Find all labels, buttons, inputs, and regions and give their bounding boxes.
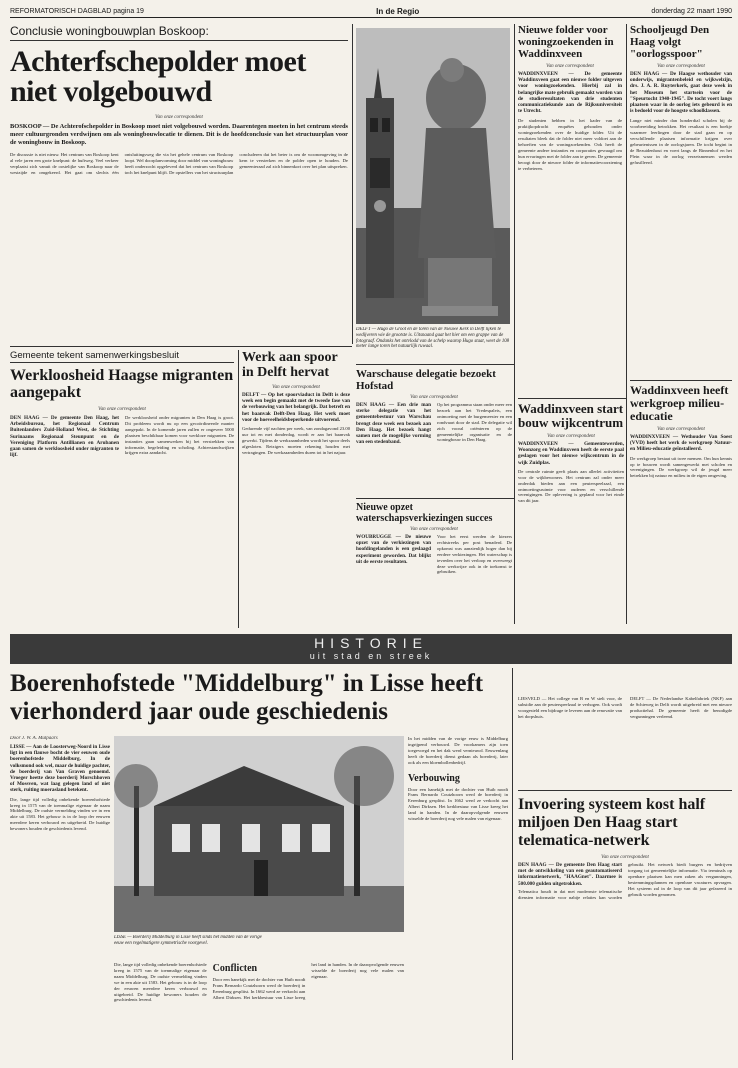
wijkcentrum-body: De centrale ruimte geeft plaats aan allerlei activiteiten voor de wijkbewoners. Het centrum zal onder meer onderdak bieden aan een peuterspeelzaal, een ontmoetingsruimte voor ouderen en verschillende verenigingen. De oplevering is gepland voor het einde van dit jaar. bbox=[518, 468, 624, 504]
historie-headline: Boerenhofstede "Middelburg" in Lisse heeft vierhonderd jaar oude geschiedenis bbox=[10, 670, 484, 725]
werkloosheid-correspondent: Van onze correspondent bbox=[98, 407, 146, 412]
column-divider bbox=[626, 24, 627, 624]
wijkcentrum-headline: Waddinxveen start bouw wijkcentrum bbox=[518, 402, 624, 430]
historie-body3: In het midden van de vorige eeuw is Middelburg ingrijpend verbouwd. De voorkamers zijn toen toegevoegd en het dak werd vernieuwd. Eeuwenlang heeft de boerderij dienst gedaan als boerderij, later ook als een bloembollenbedrijf. bbox=[408, 736, 508, 765]
historie-bottom-columns bbox=[114, 962, 404, 1060]
werkloosheid-body: De werkloosheid onder migranten in Den Haag is groot. Dit probleem wordt nu op een gecoördineerde manier aangepakt. In de komende jaren zullen er ongeveer 5000 plaatsen beschikbaar komen voor werkloze migranten. De instanties gaan samenwerken bij het verstrekken van informatie, begeleiding en scholing. Achterstandswijken krijgen extra aandacht. bbox=[125, 415, 234, 456]
article-warschause bbox=[356, 368, 512, 496]
warschause-lead: DEN HAAG — Een drie man sterke delegatie van het gemeentebestuur van Warschau brengt deze week een bezoek aan Den Haag. Het bezoek hangt samen met de mogelijke vorming van een stedenband. bbox=[356, 402, 431, 446]
warschause-headline: Warschause delegatie bezoekt Hofstad bbox=[356, 368, 496, 392]
article-werk-spoor bbox=[242, 350, 350, 628]
telematica-body: Telematica houdt in dat met modernste telematische diensten informatie voor nabije relaties kan worden gebruikt. Het netwerk biedt burgers en bedrijven toegang tot gemeentelijke informatie. Via terminals op openbare plaatsen kan men zaken als vergunningen, bestemmingsplannen en openbare vacatures opvragen. Het systeem zal in de loop van dit jaar gefaseerd in gebruik worden genomen. bbox=[518, 862, 732, 900]
boskoop-lead: BOSKOOP — De Achterofschepolder in Boskoop moet niet volgebouwd worden. Daarentegen moeten in het centrum steeds meer cultuurgronden verdwijnen om als woningbouwlocatie te dienen. Dit is de hoofdconclusie van het structuurplan voor de woningbouw in Boskoop. bbox=[10, 123, 348, 146]
section-divider bbox=[630, 380, 732, 381]
column-divider bbox=[238, 350, 239, 628]
historie-bottom bbox=[114, 962, 404, 1060]
warschause-correspondent: Van onze correspondent bbox=[410, 395, 458, 400]
delft-photo-caption: DELFT — Hugo de Groot en de toren van de Nieuwe Kerk in Delft lijken te wedijveren wie de grootste is. Uitsnaand gaat het hier om een grappe van de fotograaf. Ondanks het ontvlodd van de schelp waarop Hugo staat, weet de 108 meter lange toren het natuurlijk ruwaal. bbox=[356, 327, 510, 350]
schooljeugd-headline: Schooljeugd Den Haag volgt "oorlogsspoor" bbox=[630, 24, 710, 60]
historie-bottom-text2: Door een hanekijk met de dochter van Huib noodt Frans Bernardo Coutzhoorn werd de boerderij in Eerenburg gesplitst. In 1662 werd ze verkocht aan Albert Dirksen. Het kerkbestuur van Lisse kreeg het land in handen. In de daaropvolgende eeuwen wisselde de boerderij nog vele malen van eigenaar. bbox=[212, 962, 404, 1000]
historie-byline: Door J. W. A. Mulpaars bbox=[10, 736, 58, 741]
milieu-correspondent: Van onze correspondent bbox=[657, 427, 705, 432]
historie-subtitle: uit stad en streek bbox=[309, 651, 433, 661]
milieu-body: De werkgroep bestaat uit twee mensen. Om hun kennis op te bouwen wordt samengewerkt met scholen en verenigingen. De werkgroep wil de jeugd meer betrekken bij natuur en milieu in de eigen omgeving. bbox=[630, 455, 732, 479]
farmhouse-caption: LISSE — Boerderij Middelburg in Lisse heeft sinds het midden van de vorige eeuw een regelmatigere symmetrische voorgevel. bbox=[114, 935, 262, 946]
farmhouse-photo bbox=[114, 736, 404, 932]
werk-spoor-correspondent: Van onze correspondent bbox=[272, 385, 320, 390]
werk-spoor-body: Gedurende vijf nachten per week, van zondagavond 23.00 uur tot en met donderdag, wordt er aan het baanvak gewerkt. Tijdens de werkzaamheden wordt het spoor deels afgesloten. Reizigers moeten rekening houden met vertragingen. De werkzaamheden duren tot in het najaar. bbox=[242, 426, 350, 455]
historie-banner bbox=[10, 634, 732, 664]
newspaper-page bbox=[10, 6, 732, 1064]
werkloosheid-kicker: Gemeente tekent samenwerkingsbesluit bbox=[10, 350, 234, 363]
article-boskoop bbox=[10, 24, 348, 342]
section-divider bbox=[10, 346, 352, 347]
column-divider bbox=[512, 668, 513, 1060]
milieu-lead: WADDINXVEEN — Wethouder Van Soest (VVD) heeft het werk de werkgroep Natuur- en Milieu-educatie geïnstalleerd. bbox=[630, 434, 732, 453]
section-divider bbox=[518, 790, 732, 791]
masthead-publication: REFORMATORISCH DAGBLAD pagina 19 bbox=[10, 8, 144, 15]
delft-tower-photo bbox=[356, 28, 510, 324]
boskoop-body: De discussie is niet nieuw. Het centrum van Boskoop kent al vele jaren een grote knelpunt: de huftweg. Veel verkeer verplaatst zich vanuit de oostelijke van Boskoop naar de westzijde en omgekeerd. Het gaat om slechts één ontsluitingsweg die via het gehele centrum van Boskoop loopt. Wel doorplanvorming door middel van woningbouw heeft onderzocht opgeleverd dat het centrum van Boskoop toch het knelpunt blijft. De opstellers van het structuurplan concluderen dat het beter is om de woonomgeving in de kern te versterken en de polder open te houden. De gemeenteraad zal zich binnenkort over het plan uitspreken. bbox=[10, 152, 348, 176]
delft-tower-illustration bbox=[356, 28, 510, 324]
waterschap-correspondent: Van onze correspondent bbox=[410, 527, 458, 532]
article-schooljeugd bbox=[630, 24, 732, 376]
werk-spoor-headline: Werk aan spoor in Delft hervat bbox=[242, 350, 338, 380]
werkloosheid-headline: Werkloosheid Haagse migranten aangepakt bbox=[10, 367, 234, 401]
nieuwe-folder-body: De studenten hebben in het kader van de praktijkopdracht enquêtes gehouden onder woningzoekenden over de huidige folder. Uit de resultaten bleek dat de folder niet meer voldoet aan de behoeften van de woningzoekenden. Ook heeft de gemeente andere instanties en corporaties gevraagd om hun ervaringen met de folder aan te geven. De gemeente beoogt door de nieuwe folder de informatievoorziening te verbeteren. bbox=[518, 118, 622, 171]
schooljeugd-lead: DEN HAAG — De Haagse wethouder van onderwijs, migrantenbeleid en wijkwelzijn, drs. J. A. R. Ruyterkerk, gaat deze week in het Museum het startsein voor de "Speurtocht 1940-1945". De tocht voert langs plaatsen waar in de oorlog iets gebeurd is en is bedoeld voor de hoogste schoolklassen. bbox=[630, 71, 732, 115]
nieuwe-folder-lead: WADDINXVEEN — De gemeente Waddinxveen gaat een nieuwe folder uitgeven voor woningzoekenden. Hierbij zal in belangrijke mate gebruik gemaakt worden van de studieresultaten van drie studenten communicatiekunde aan de Rijksuniversiteit te Utrecht. bbox=[518, 71, 622, 115]
brief-liesveld: LIESVELD — Het college van B en W stelt voor, de subsidie aan de peuterspeelzaal te verhogen. Ook wordt voorgesteld een bijdrage te leveren aan de renovatie van het dorpshuis. bbox=[518, 696, 622, 719]
boskoop-headline: Achterfschepolder moet niet volgebouwd bbox=[10, 45, 306, 108]
section-divider bbox=[356, 364, 514, 365]
warschause-columns bbox=[356, 402, 512, 496]
waterschap-columns bbox=[356, 534, 512, 628]
masthead-section: In de Regio bbox=[376, 7, 420, 16]
column-divider bbox=[352, 24, 353, 344]
werkloosheid-columns bbox=[10, 415, 234, 611]
historie-intro bbox=[10, 736, 110, 1060]
historie-title: HISTORIE bbox=[314, 635, 428, 651]
boskoop-correspondent: Van onze correspondent bbox=[155, 115, 203, 120]
article-nieuwe-folder bbox=[518, 24, 622, 396]
telematica-lead: DEN HAAG — De gemeente Den Haag start met de ontwikkeling van een geautomatiseerd informatienetwerk, "HAAGnet". Daarmee is 500.000 gulden uitgetrokken. bbox=[518, 862, 622, 887]
historie-body: Die, lange tijd volledig onbekende boerenhofstede kreeg in 1575 van de toenmalige eigenaar de naam Middelburg. De oudste vermelding vinden we in een akte uit 1583. Het gebouw is in de loop der eeuwen meerdere keren verbouwd en uitgebreid. De huidige bewoners houden de geschiedenis levend. bbox=[10, 796, 110, 832]
wijkcentrum-correspondent: Van onze correspondent bbox=[547, 434, 595, 439]
nieuwe-folder-headline: Nieuwe folder voor woningzoekenden in Waddinxveen bbox=[518, 24, 614, 60]
historie-subheading-conflicten: Conflicten bbox=[212, 963, 258, 974]
milieu-headline: Waddinxveen heeft werkgroep milieu-educatie bbox=[630, 384, 729, 423]
article-waterschap bbox=[356, 502, 512, 628]
boskoop-kicker: Conclusie woningbouwplan Boskoop: bbox=[10, 24, 348, 41]
werkloosheid-lead: DEN HAAG — De gemeente Den Haag, het Arbeidsbureau, het Regionaal Centrum Buitenlanders Zuid-Holland West, de Stichting Surinaams Regionaal Steunpunt en de Vereniging Platform Antillianen en Arubanen gaan samen de werkloosheid onder migranten te lijf. bbox=[10, 415, 119, 459]
waterschap-body: Voor het eerst werden de kiezers rechtstreeks per post benaderd. De opkomst was aanzienlijk hoger dan bij eerdere verkiezingen. Het waterschap is tevreden over het verloop en overweegt deze werkwijze ook in de toekomst te gebruiken. bbox=[437, 534, 512, 575]
masthead bbox=[10, 6, 732, 18]
article-werkloosheid bbox=[10, 350, 234, 628]
schooljeugd-correspondent: Van onze correspondent bbox=[657, 64, 705, 69]
section-divider bbox=[518, 398, 626, 399]
farmhouse-illustration bbox=[114, 736, 404, 932]
wijkcentrum-lead: WADDINXVEEN — Gemeentewerden, Woonzorg en Waddinxveen heeft de eerste paal geslagen voor het nieuwe wijkcentrum in de wijk Zuidplas. bbox=[518, 441, 624, 466]
historie-lead: LISSE — Aan de Loosterweg-Noord in Lisse ligt in een flauwe bocht de vier eeuwen oude boerenhofstede Middelburg. In de volksmond ook wel, maar de huidige pachter, de boerderij van Van Graven genoemd. Vroeger heette deze boerderij Morschhoven of Mossven, wat laag gelegen land of niet sterk, ruiting moerasland betekent. bbox=[10, 744, 110, 794]
article-telematica bbox=[518, 796, 732, 1060]
waterschap-headline: Nieuwe opzet waterschapsverkiezingen succes bbox=[356, 502, 493, 524]
brief-delft: DELFT — De Nederlandse Kabelfabriek (NKF) aan de Schieweg in Delft wordt uitgebreid met een nieuwe productiehal. De gemeente heeft de benodigde vergunningen verleend. bbox=[630, 696, 732, 719]
werk-spoor-lead: DELFT — Op het spoorviaduct in Delft is deze week een begin gemaakt met de tweede fase van de verbouwing van het belangrijk. Dat betreft en het baanvak Delft-Den Haag. Het werk moet voor de hoeveelheidsbeperkende uitvoerend. bbox=[242, 392, 350, 423]
masthead-date: donderdag 22 maart 1990 bbox=[651, 8, 732, 15]
telematica-columns bbox=[518, 862, 732, 1038]
historie-body2: Door een hanekijk met de dochter van Huib noodt Frans Bernardo Coutzhoorn werd de boerderij in Eerenburg gesplitst. In 1662 werd ze verkocht aan Albert Dirksen. Het kerkbestuur van Lisse kreeg het land in handen. In de daaropvolgende eeuwen wisselde de boerderij nog vele malen van eigenaar. bbox=[408, 786, 508, 822]
schooljeugd-body: Lange niet minder dan honderdtal scholen bij de voorbereiding betrokken. Het resultaat is een boekje waarmee leerlingen door de stad gaan en op verschillende plaatsen informatie krijgen over gebeurtenissen in de oorlogsjaren. De tocht begint in de Bezuidenhout en voert langs de Binnenhof en het Plein waar in de oorlog verzetsmensen werden gefusilleerd. bbox=[630, 118, 732, 165]
historie-right-column bbox=[408, 736, 508, 1060]
telematica-correspondent: Van onze correspondent bbox=[601, 855, 649, 860]
warschause-body: Op het programma staan onder meer een bezoek aan het Vredespaleis, een ontmoeting met de burgemeester en een rondvaart door de stad. De delegatie wil zich vooral oriënteren op de gemeentelijke organisatie en de woningbouw in Den Haag. bbox=[437, 402, 512, 443]
column-divider bbox=[514, 24, 515, 624]
waterschap-lead: WOUBRUGGE — De nieuwe opzet van de verkiezingen van hoofdingelanden is een geslaagd experiment geworden. Dat blijkt uit de eerste resultaten. bbox=[356, 534, 431, 565]
historie-subheading-verbouwing: Verbouwing bbox=[408, 772, 460, 784]
section-divider bbox=[356, 498, 514, 499]
telematica-headline: Invoering systeem kost half miljoen Den Haag start telematica-netwerk bbox=[518, 796, 706, 849]
nieuwe-folder-correspondent: Van onze correspondent bbox=[546, 64, 594, 69]
historie-bottom-text: Die, lange tijd volledig onbekende boerenhofstede kreeg in 1575 van de toenmalige eigenaar de naam Middelburg. De oudste vermelding vinden we in een akte uit 1583. Het gebouw is in de loop der eeuwen meerdere keren verbouwd en uitgebreid. De huidige bewoners houden de geschiedenis levend. bbox=[114, 962, 207, 1003]
